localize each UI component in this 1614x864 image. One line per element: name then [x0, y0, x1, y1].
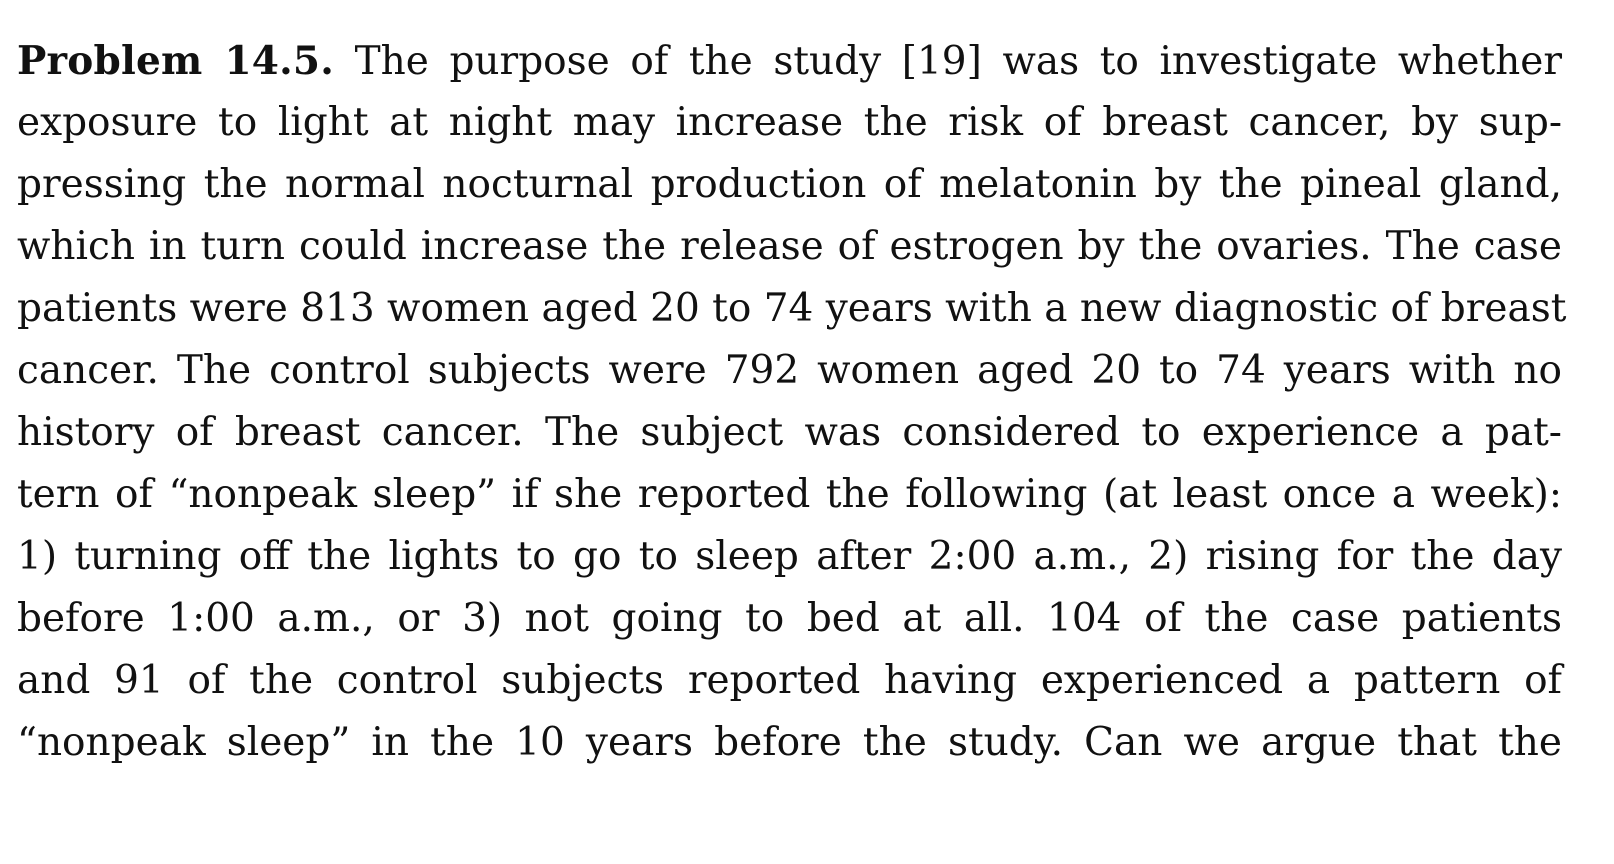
text-line-5: patients were 813 women aged 20 to 74 years with a new diagnostic of breast [17, 286, 1567, 331]
text-line-1 [17, 30, 1562, 92]
text-line-11: and 91 of the control subjects reported having experienced a pattern of [17, 658, 1562, 703]
problem-label: Problem 14.5. [17, 38, 335, 84]
problem-paragraph [17, 30, 1567, 774]
text-line-7: history of breast cancer. The subject was considered to experience a pat- [17, 410, 1562, 455]
text-line-8: tern of “nonpeak sleep” if she reported the following (at least once a week): [17, 472, 1562, 517]
text-line-6: cancer. The control subjects were 792 women aged 20 to 74 years with no [17, 348, 1562, 393]
text-line-2: exposure to light at night may increase the risk of breast cancer, by sup- [17, 100, 1562, 145]
text-line-12: “nonpeak sleep” in the 10 years before the study. Can we argue that the [17, 720, 1562, 765]
text-line-1-body: The purpose of the study [19] was to investigate whether [354, 39, 1563, 84]
text-line-10: before 1:00 a.m., or 3) not going to bed at all. 104 of the case patients [17, 596, 1562, 641]
text-line-9: 1) turning off the lights to go to sleep after 2:00 a.m., 2) rising for the day [17, 534, 1562, 579]
text-line-4: which in turn could increase the release of estrogen by the ovaries. The case [17, 224, 1562, 269]
text-line-3: pressing the normal nocturnal production of melatonin by the pineal gland, [17, 162, 1562, 207]
